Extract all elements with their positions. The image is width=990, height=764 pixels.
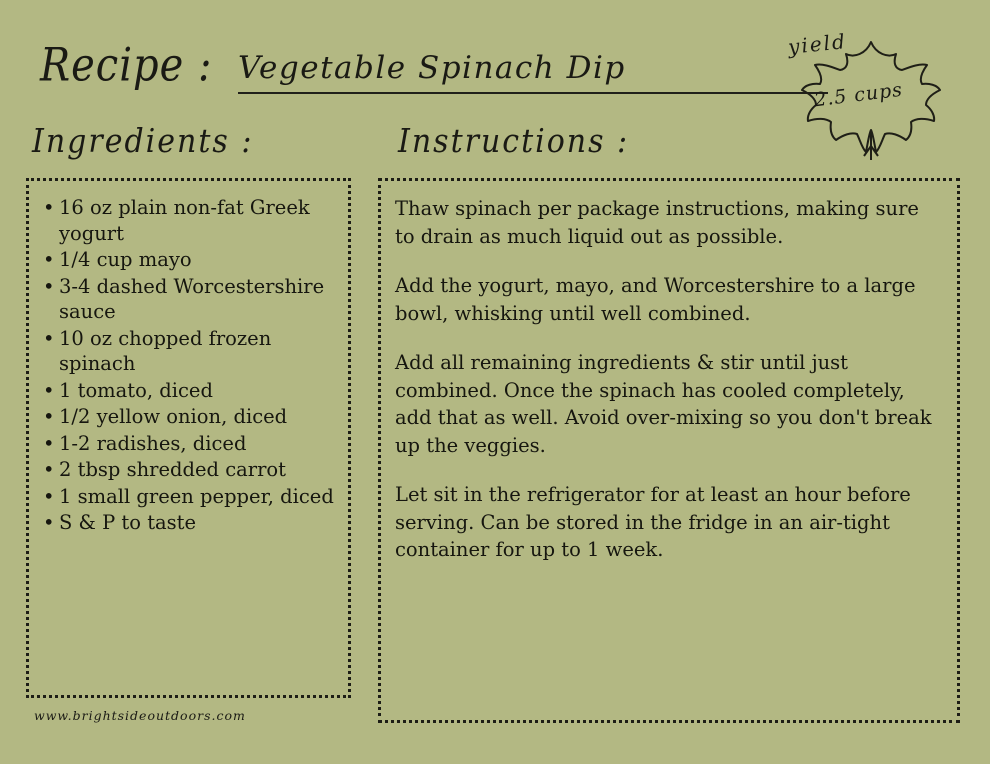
instructions-list [395, 195, 941, 564]
ingredients-heading: Ingredients : [32, 122, 254, 161]
list-item: • 1-2 radishes, diced [43, 431, 338, 457]
list-item: • 10 oz chopped frozen spinach [43, 326, 338, 377]
instruction-step: Add all remaining ingredients & stir until just combined. Once the spinach has cooled completely, add that as well. Avoid over-mixing so you don't break up the veggies. [395, 351, 932, 457]
list-item: • 1/4 cup mayo [43, 247, 338, 273]
list-item: • 1 tomato, diced [43, 378, 338, 404]
list-item: • 1/2 yellow onion, diced [43, 404, 338, 430]
recipe-title-field[interactable] [238, 50, 828, 94]
list-item: • 16 oz plain non-fat Greek yogurt [43, 195, 338, 246]
list-item: • 1 small green pepper, diced [43, 484, 338, 510]
list-item: • S & P to taste [43, 510, 338, 536]
instructions-heading: Instructions : [398, 122, 630, 161]
yield-amount: 2.5 cups [812, 78, 905, 112]
recipe-label: Recipe : [40, 39, 213, 92]
yield-label: yield [786, 28, 848, 60]
yield-block [786, 22, 946, 162]
recipe-title: Vegetable Spinach Dip [238, 50, 626, 86]
list-item: • 3-4 dashed Worcestershire sauce [43, 274, 338, 325]
list-item: • 2 tbsp shredded carrot [43, 457, 338, 483]
ingredients-list [43, 195, 338, 536]
site-url[interactable]: www.brightsideoutdoors.com [34, 708, 246, 723]
recipe-header [40, 28, 800, 118]
instruction-step: Thaw spinach per package instructions, making sure to drain as much liquid out as possible. [395, 197, 919, 248]
instruction-step: Let sit in the refrigerator for at least an hour before serving. Can be stored in the fridge in an air-tight container for up to 1 week. [395, 483, 911, 561]
instructions-box [378, 178, 960, 723]
ingredients-box [26, 178, 351, 698]
instruction-step: Add the yogurt, mayo, and Worcestershire to a large bowl, whisking until well combined. [395, 274, 916, 325]
